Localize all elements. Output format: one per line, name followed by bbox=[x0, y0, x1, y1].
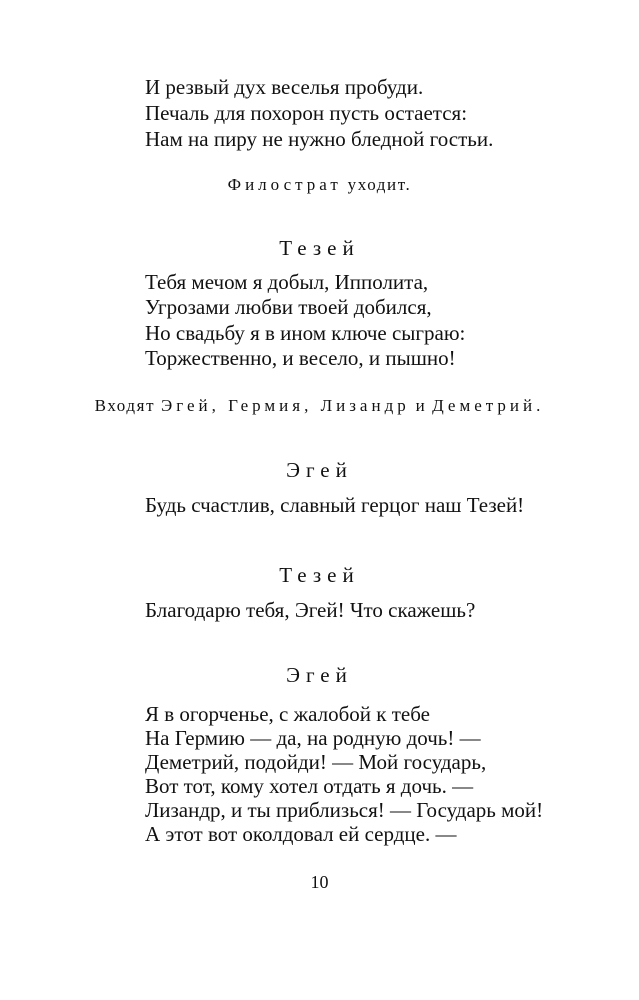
stage-direction-name: Деметрий. bbox=[432, 396, 545, 415]
verse-line: Угрозами любви твоей добился, bbox=[145, 295, 432, 319]
speaker-name: Тезей bbox=[279, 563, 360, 587]
speaker-name: Эгей bbox=[286, 663, 353, 687]
verse-line: Печаль для похорон пусть остается: bbox=[145, 101, 468, 125]
verse-line: Вот тот, кому хотел отдать я дочь. — bbox=[145, 774, 474, 798]
verse-line: Но свадьбу я в ином ключе сыграю: bbox=[145, 321, 466, 345]
verse-line: Я в огорченье, с жалобой к тебе bbox=[145, 702, 430, 726]
speaker-name: Тезей bbox=[279, 236, 360, 260]
verse-line: Тебя мечом я добыл, Ипполита, bbox=[145, 270, 429, 294]
stage-direction bbox=[0, 395, 639, 417]
stage-direction-name: Филострат bbox=[227, 175, 342, 194]
verse-line: А этот вот околдовал ей сердце. — bbox=[145, 822, 457, 846]
verse-line: Лизандр, и ты приблизься! — Государь мой! bbox=[145, 798, 544, 822]
stage-direction-names: Эгей, Гермия, Лизандр bbox=[160, 396, 410, 415]
speaker-name: Эгей bbox=[286, 458, 353, 482]
page-number: 10 bbox=[310, 872, 329, 892]
stage-direction-text: Входят bbox=[94, 396, 161, 415]
verse-line: Благодарю тебя, Эгей! Что скажешь? bbox=[145, 598, 476, 622]
verse-line: И резвый дух веселья пробуди. bbox=[145, 75, 424, 99]
verse-line: Деметрий, подойди! — Мой государь, bbox=[145, 750, 487, 774]
verse-line: Нам на пиру не нужно бледной гостьи. bbox=[145, 127, 494, 151]
stage-direction-text: уходит. bbox=[341, 175, 412, 194]
stage-direction-text: и bbox=[409, 396, 433, 415]
verse-line: Торжественно, и весело, и пышно! bbox=[145, 346, 456, 370]
stage-direction bbox=[0, 174, 639, 196]
verse-line: На Гермию — да, на родную дочь! — bbox=[145, 726, 481, 750]
verse-line: Будь счастлив, славный герцог наш Тезей! bbox=[145, 493, 525, 517]
